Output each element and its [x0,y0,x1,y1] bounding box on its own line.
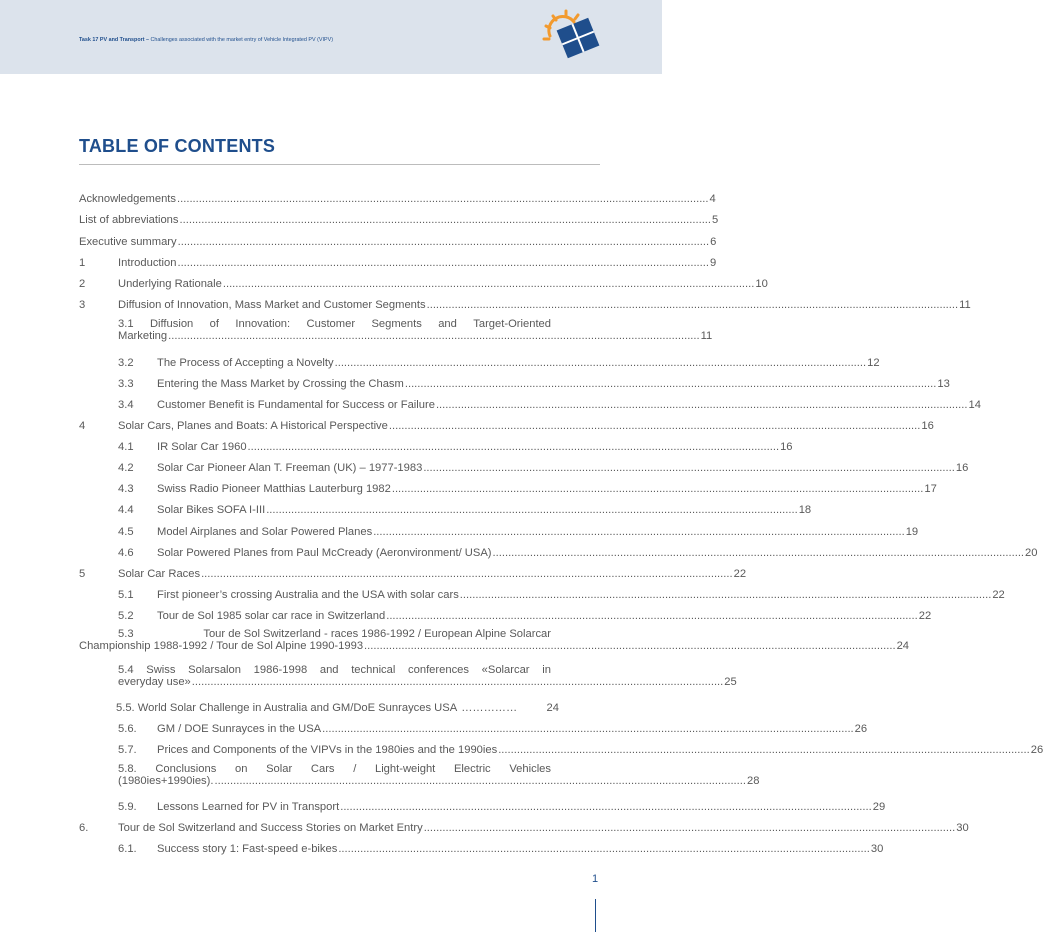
toc-entry-number: 4.2 [118,462,134,474]
toc-entry-title: Acknowledgements [79,193,177,205]
toc-entry-page: 30 [956,822,969,834]
toc-word: Customer [306,318,356,330]
toc-entry-number: 1 [79,257,86,269]
toc-entry-title: Underlying Rationale [118,278,222,290]
toc-dot-leader: ........................................................................................................................................................................... [222,278,755,290]
toc-entry[interactable] [118,586,1005,601]
toc-entry[interactable] [79,190,716,205]
toc-entry-number: 3.2 [118,357,134,369]
toc-dot-leader: ........................................................................................................................................................................... [423,462,955,474]
toc-entry-number: 5.1 [118,589,134,601]
toc-entry[interactable] [118,840,884,855]
toc-entry-number: 6.1. [118,843,137,855]
toc-entry-page: 29 [872,801,886,813]
toc-entry[interactable] [79,275,768,290]
toc-entry-number: 4.4 [118,504,134,516]
toc-entry-title: Solar Cars, Planes and Boats: A Historical Perspective [118,420,388,432]
toc-word: Innovation: [235,318,291,330]
toc-entry-number: 6. [79,822,89,834]
toc-entry-number: 3.4 [118,399,134,411]
toc-entry[interactable] [118,664,737,688]
toc-dot-leader: ........................................................................................................................................................................... [459,589,992,601]
toc-entry-title: Solar Car Pioneer Alan T. Freeman (UK) – 1977-1983 [157,462,423,474]
toc-dot-leader: ........................................................................................................................................................................... [373,526,905,538]
toc-word: Solarsalon [188,664,241,676]
toc-entry-number: 4.5 [118,526,134,538]
toc-entry-number: 2 [79,278,86,290]
toc-entry[interactable] [116,699,559,714]
toc-entry-number: 5.4 [118,664,134,676]
toc-entry-first-line [118,664,551,676]
toc-entry[interactable] [79,417,934,432]
toc-dot-leader: ........................................................................................................................................................................... [247,441,780,453]
toc-entry-title: The Process of Accepting a Novelty [157,357,334,369]
toc-dot-leader: ........................................................................................................................................................................... [386,610,918,622]
toc-dot-leader: ........................................................................................................................................................................... [191,676,724,688]
toc-entry-number: 4.6 [118,547,134,559]
toc-entry[interactable] [118,544,1038,559]
toc-entry[interactable] [79,628,910,652]
toc-dot-leader: ........................................................................................................................................................................... [322,723,854,735]
toc-entry-number: 4.3 [118,483,134,495]
toc-entry-page: 14 [968,399,981,411]
toc-entry[interactable] [118,318,713,342]
toc-entry-number: 3.3 [118,378,134,390]
toc-entry-title: First pioneer’s crossing Australia and the USA with solar cars [157,589,459,601]
toc-entry[interactable] [79,819,969,834]
toc-entry-title: Prices and Components of the VIPVs in the 1980ies and the 1990ies [157,744,498,756]
toc-dot-leader: ........................................................................................................................................................................... [177,236,710,248]
toc-entry-second-line [118,676,737,688]
toc-entry-title: Diffusion of Innovation, Mass Market and Customer Segments [118,299,426,311]
toc-entry-number: 5.3 [118,628,134,640]
footer-accent-line [595,899,596,932]
toc-word: «Solarcar [481,664,530,676]
toc-entry-title: IR Solar Car 1960 [157,441,247,453]
toc-entry-title: Model Airplanes and Solar Powered Planes [157,526,373,538]
toc-entry-page: 28 [747,775,760,787]
header-caption [79,37,333,43]
toc-dot-leader: ........................................................................................................................................................................... [435,399,968,411]
toc-dot-leader: ........................................................................................................................................................................... [338,843,870,855]
toc-word: technical [351,664,396,676]
toc-entry-page: 16 [955,462,969,474]
toc-entry-title: everyday use» [118,676,191,688]
toc-dot-leader: ........................................................................................................................................................................... [364,640,896,652]
toc-dot-leader: ........................................................................................................................................................................... [492,547,1025,559]
header-caption-rest: Challenges associated with the market entry of Vehicle Integrated PV (VIPV) [149,37,333,43]
toc-word: 1986-1998 [253,664,308,676]
toc-dot-leader: ........................................................................................................................................................................... [177,193,709,205]
toc-word: and [438,318,457,330]
toc-dot-leader: ........................................................................................................................................................................... [334,357,867,369]
toc-dot-leader: ........................................................................................................................................................................... [340,801,872,813]
toc-entry[interactable] [118,607,932,622]
toc-dot-leader: ........................................................................................................................................................................... [426,299,959,311]
toc-entry-number: 5.9. [118,801,137,813]
toc-dot-leader: ........................................................................................................................................................................... [201,568,733,580]
toc-entry-page: 18 [798,504,812,516]
toc-dot-leader: …………… [461,702,518,714]
toc-entry-page: 26 [854,723,868,735]
toc-entry-page: 11 [959,299,971,311]
toc-entry-page: 16 [921,420,934,432]
toc-entry-page: 24 [896,640,910,652]
toc-dot-leader: ........................................................................................................................................................................... [168,330,700,342]
toc-dot-leader: ........................................................................................................................................................................... [266,504,798,516]
toc-entry[interactable] [118,375,950,390]
toc-entry-page: 22 [733,568,747,580]
toc-word: Solar [266,763,293,775]
toc-word: on [234,763,248,775]
toc-entry[interactable] [118,459,969,474]
toc-entry-number: 5.6. [118,723,137,735]
header-caption-bold: Task 17 PV and Transport – [79,37,150,43]
toc-word: Vehicles [509,763,551,775]
toc-entry-page: 9 [709,257,717,269]
toc-entry-first-line [118,763,551,775]
title-divider [79,164,600,165]
toc-entry-title: (1980ies+1990ies). [118,775,214,787]
toc-entry[interactable] [118,741,1043,756]
toc-word: Cars [310,763,335,775]
toc-dot-leader: ........................................................................................................................................................................... [388,420,921,432]
toc-entry-page: 30 [870,843,884,855]
toc-entry[interactable] [118,501,812,516]
toc-word: and [319,664,339,676]
toc-word: Diffusion [149,318,194,330]
toc-word: Segments [371,318,422,330]
toc-entry-title: Solar Bikes SOFA I-III [157,504,266,516]
toc-entry-page: 5 [712,214,719,226]
toc-entry-title: Lessons Learned for PV in Transport [157,801,340,813]
toc-entry-title: Entering the Mass Market by Crossing the Chasm [157,378,404,390]
toc-entry[interactable] [118,763,760,787]
sun-solar-panel-logo-icon [540,8,602,62]
page-number: 1 [592,873,599,885]
toc-word: Tour de Sol Switzerland - races 1986-1992 / European Alpine Solarcar [203,628,551,640]
toc-entry-page: 6 [710,236,717,248]
toc-entry[interactable] [118,354,880,369]
toc-entry-title: Customer Benefit is Fundamental for Success or Failure [157,399,435,411]
toc-entry[interactable] [79,211,719,226]
page-header [0,0,662,74]
toc-entry-second-line [79,640,910,652]
toc-entry-first-line [118,628,551,640]
toc-entry[interactable] [79,565,747,580]
toc-entry-title: Solar Powered Planes from Paul McCready (Aeronvironment/ USA) [157,547,492,559]
toc-word: of [209,318,220,330]
toc-entry-title: Executive summary [79,236,177,248]
toc-entry-number: 5.2 [118,610,134,622]
toc-entry[interactable] [118,480,937,495]
toc-entry-title: Marketing [118,330,168,342]
toc-entry[interactable] [118,438,793,453]
toc-entry-title: Tour de Sol Switzerland and Success Stories on Market Entry [118,822,423,834]
toc-entry-number: 5.7. [118,744,137,756]
toc-entry-number: 3 [79,299,86,311]
toc-entry-page: 22 [918,610,932,622]
toc-entry-page: 25 [724,676,737,688]
toc-dot-leader: ........................................................................................................................................................................... [177,257,709,269]
toc-entry-number: 4.1 [118,441,134,453]
toc-dot-leader: ........................................................................................................................................................................... [214,775,746,787]
toc-word: conferences [408,664,469,676]
toc-dot-leader: ........................................................................................................................................................................... [498,744,1030,756]
toc-entry[interactable] [118,798,886,813]
toc-word: Conclusions [155,763,217,775]
toc-word: / [353,763,357,775]
toc-entry[interactable] [79,254,717,269]
toc-word: Light-weight [374,763,436,775]
toc-entry-title: Championship 1988-1992 / Tour de Sol Alpine 1990-1993 [79,640,364,652]
toc-entry-page: 12 [867,357,880,369]
toc-entry-page: 4 [709,193,716,205]
toc-entry-page: 22 [992,589,1005,601]
toc-entry-title: Swiss Radio Pioneer Matthias Lauterburg 1982 [157,483,391,495]
page-title: TABLE OF CONTENTS [79,136,276,156]
toc-word: Electric [453,763,491,775]
toc-entry-title: GM / DOE Sunrayces in the USA [157,723,322,735]
toc-entry-page: 10 [755,278,768,290]
toc-entry-first-line [118,318,551,330]
toc-entry-number: 5.8. [118,763,137,775]
toc-entry[interactable] [79,296,971,311]
toc-word: Swiss [146,664,176,676]
toc-dot-leader: ........................................................................................................................................................................... [391,483,924,495]
toc-entry[interactable] [118,523,919,538]
toc-entry-title: Solar Car Races [118,568,201,580]
toc-entry-title: Tour de Sol 1985 solar car race in Switzerland [157,610,386,622]
toc-entry-page: 24 [546,702,559,714]
toc-entry-page: 16 [780,441,793,453]
toc-entry-second-line [118,775,760,787]
toc-dot-leader: ........................................................................................................................................................................... [404,378,937,390]
toc-word: Target-Oriented [473,318,551,330]
toc-entry-number: 5 [79,568,86,580]
toc-entry-second-line [118,330,713,342]
toc-entry-number: 4 [79,420,86,432]
toc-entry-page: 11 [700,330,713,342]
toc-entry-title: Success story 1: Fast-speed e-bikes [157,843,338,855]
toc-entry-title: Introduction [118,257,177,269]
toc-entry[interactable] [118,720,868,735]
toc-entry-number: 3.1 [118,318,134,330]
toc-entry-page: 26 [1030,744,1043,756]
toc-entry-page: 17 [924,483,937,495]
toc-dot-leader: ........................................................................................................................................................................... [423,822,956,834]
toc-entry-page: 13 [937,378,950,390]
toc-entry-page: 19 [905,526,919,538]
toc-entry-title: List of abbreviations [79,214,179,226]
toc-entry-page: 20 [1025,547,1038,559]
toc-entry-title: 5.5. World Solar Challenge in Australia and GM/DoE Sunrayces USA [116,702,458,714]
toc-word: in [542,664,551,676]
toc-entry[interactable] [79,233,717,248]
toc-entry[interactable] [118,396,981,411]
toc-dot-leader: ........................................................................................................................................................................... [179,214,712,226]
